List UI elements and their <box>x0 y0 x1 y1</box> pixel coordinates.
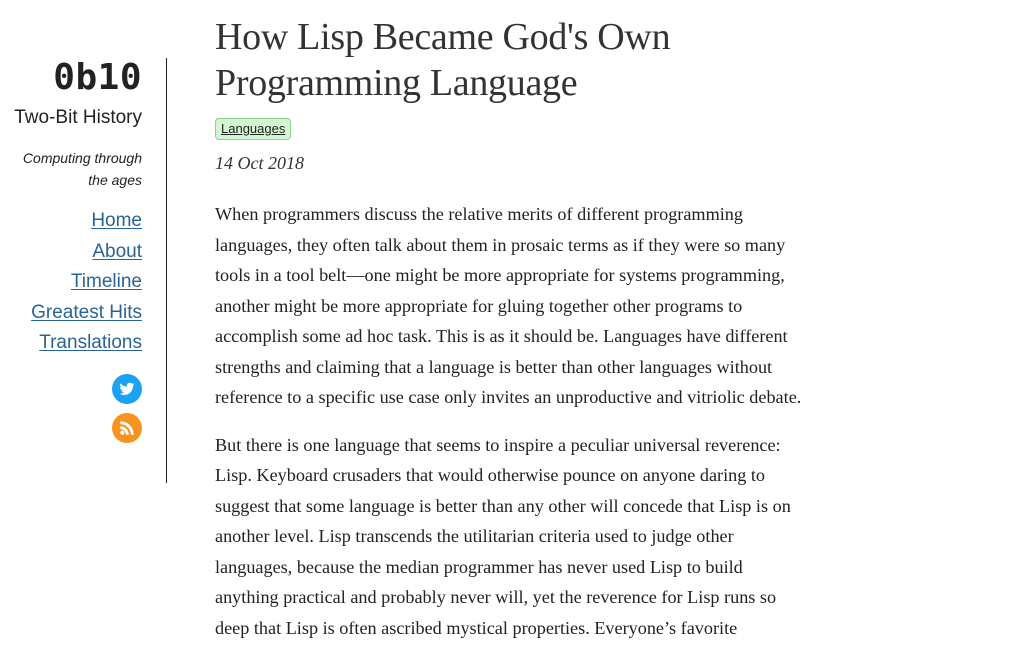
post <box>215 14 805 660</box>
nav-link-timeline[interactable]: Timeline <box>70 271 142 292</box>
sidebar-divider <box>166 58 167 483</box>
post-date: 14 Oct 2018 <box>215 153 304 173</box>
post-paragraph: When programmers discuss the relative merits of different programming languages, they often talk about them in prosaic terms as if they were so many tools in a tool belt—one might be more appropriate for systems programming, another might be more appropriate for gluing together other programs to accomplish some ad hoc task. This is as it should be. Languages have different strengths and claiming that a language is better than other languages without reference to a specific use case only invites an unproductive and vitriolic debate. <box>215 204 802 407</box>
site-name: Two-Bit History <box>14 107 142 128</box>
site-logo[interactable]: 0b10 <box>53 57 142 98</box>
post-paragraph: But there is one language that seems to inspire a peculiar universal reverence: Lisp. Keyboard crusaders that would otherwise pounce on anyone daring to suggest that some language is better than any other will concede that Lisp is on another level. Lisp transcends the utilitarian criteria used to judge other languages, because the median programmer has never used Lisp to build anything practical and probably never will, yet the reverence for Lisp runs so deep that Lisp is often ascribed mystical properties. Everyone’s favorite <box>215 434 791 638</box>
sidebar-nav <box>0 206 142 359</box>
twitter-icon[interactable] <box>112 374 142 404</box>
social-links <box>0 374 142 443</box>
post-tag[interactable]: Languages <box>215 118 291 140</box>
nav-link-home[interactable]: Home <box>91 210 142 231</box>
sidebar <box>0 56 142 452</box>
rss-icon[interactable] <box>112 413 142 443</box>
nav-link-about[interactable]: About <box>92 240 142 262</box>
post-body <box>215 199 805 643</box>
nav-link-greatest-hits[interactable]: Greatest Hits <box>31 301 142 323</box>
site-tagline: Computing through the ages <box>22 150 142 188</box>
nav-link-translations[interactable]: Translations <box>39 332 142 353</box>
post-title: How Lisp Became God's Own Programming Language <box>215 16 671 104</box>
